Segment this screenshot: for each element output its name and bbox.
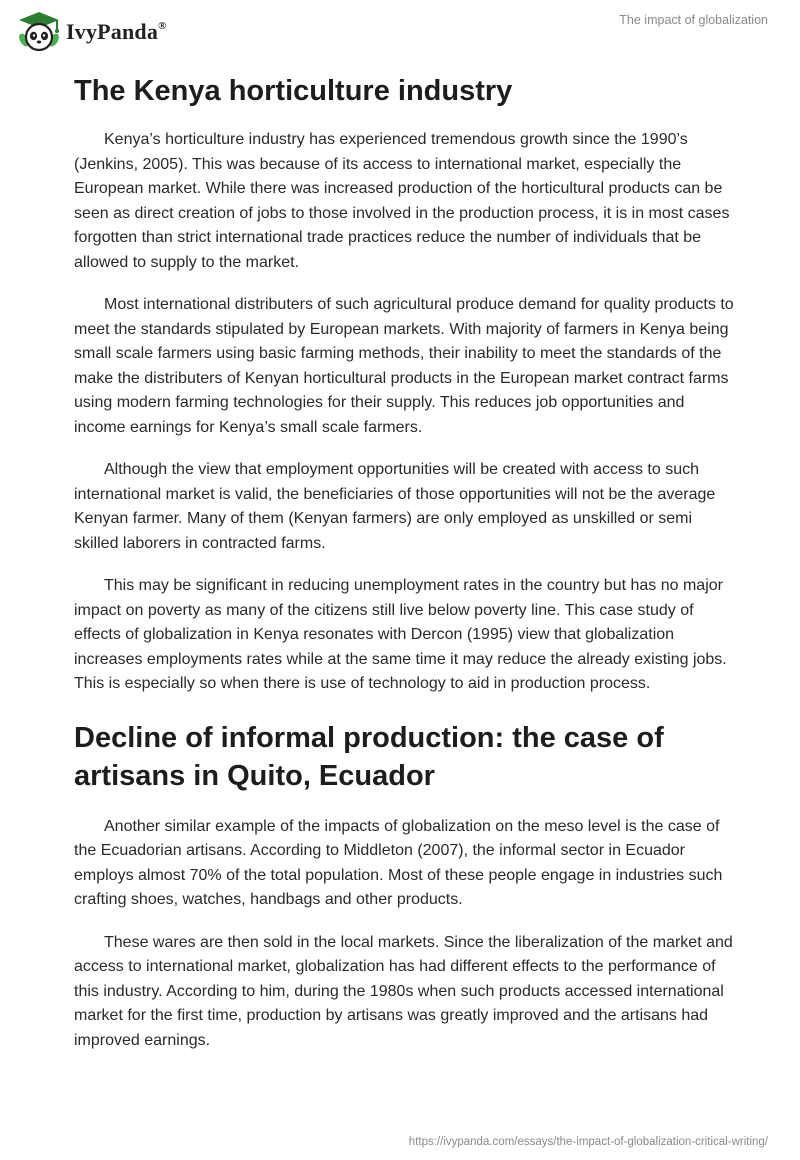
- source-url[interactable]: https://ivypanda.com/essays/the-impact-of-globalization-critical-writing/: [408, 1136, 768, 1148]
- essay-content: [74, 72, 734, 1071]
- document-title: The impact of globalization: [619, 13, 768, 27]
- paragraph: Kenya’s horticulture industry has experienced tremendous growth since the 1990’s (Jenkins, 2005). This was because of its access to international market, especially the European market. While there was increased production of the horticultural products can be seen as direct creation of jobs to those involved in the production process, it is in most cases forgotten than strict international trade practices reduce the number of individuals that be allowed to supply to the market.: [74, 131, 730, 271]
- section-heading: The Kenya horticulture industry: [74, 75, 513, 107]
- brand-name: IvyPanda®: [66, 19, 167, 44]
- ivypanda-logo[interactable]: [16, 10, 167, 54]
- page-header: [0, 0, 800, 62]
- paragraph: These wares are then sold in the local markets. Since the liberalization of the market and access to international market, globalization has had different effects to the performance of this industry. According to him, during the 1980s when such products accessed international market for the first time, production by artisans was greatly improved and the artisans had improved earnings.: [74, 933, 733, 1049]
- paragraph: Although the view that employment opportunities will be created with access to such international market is valid, the beneficiaries of those opportunities will not be the average Kenyan farmer. Many of them (Kenyan farmers) are only employed as unskilled or semi skilled laborers in contracted farms.: [74, 461, 716, 552]
- panda-graduate-icon: [16, 10, 62, 54]
- paragraph: Most international distributers of such agricultural produce demand for quality products to meet the standards stipulated by European markets. With majority of farmers in Kenya being small scale farmers using basic farming methods, their inability to meet the standards of the make the distributers of Kenyan horticultural products in the European market contract farms using modern farming technologies for their supply. This reduces job opportunities and income earnings for Kenya’s small scale farmers.: [74, 296, 734, 436]
- paragraph: Another similar example of the impacts of globalization on the meso level is the case of the Ecuadorian artisans. According to Middleton (2007), the informal sector in Ecuador employs almost 70% of the total population. Most of these people engage in industries such crafting shoes, watches, handbags and other products.: [74, 817, 723, 908]
- paragraph: This may be significant in reducing unemployment rates in the country but has no major impact on poverty as many of the citizens still live below poverty line. This case study of effects of globalization in Kenya resonates with Dercon (1995) view that globalization increases employments rates while at the same time it may reduce the already existing jobs. This is especially so when there is use of technology to aid in production process.: [74, 577, 727, 692]
- section-heading: Decline of informal production: the case of artisans in Quito, Ecuador: [74, 721, 664, 792]
